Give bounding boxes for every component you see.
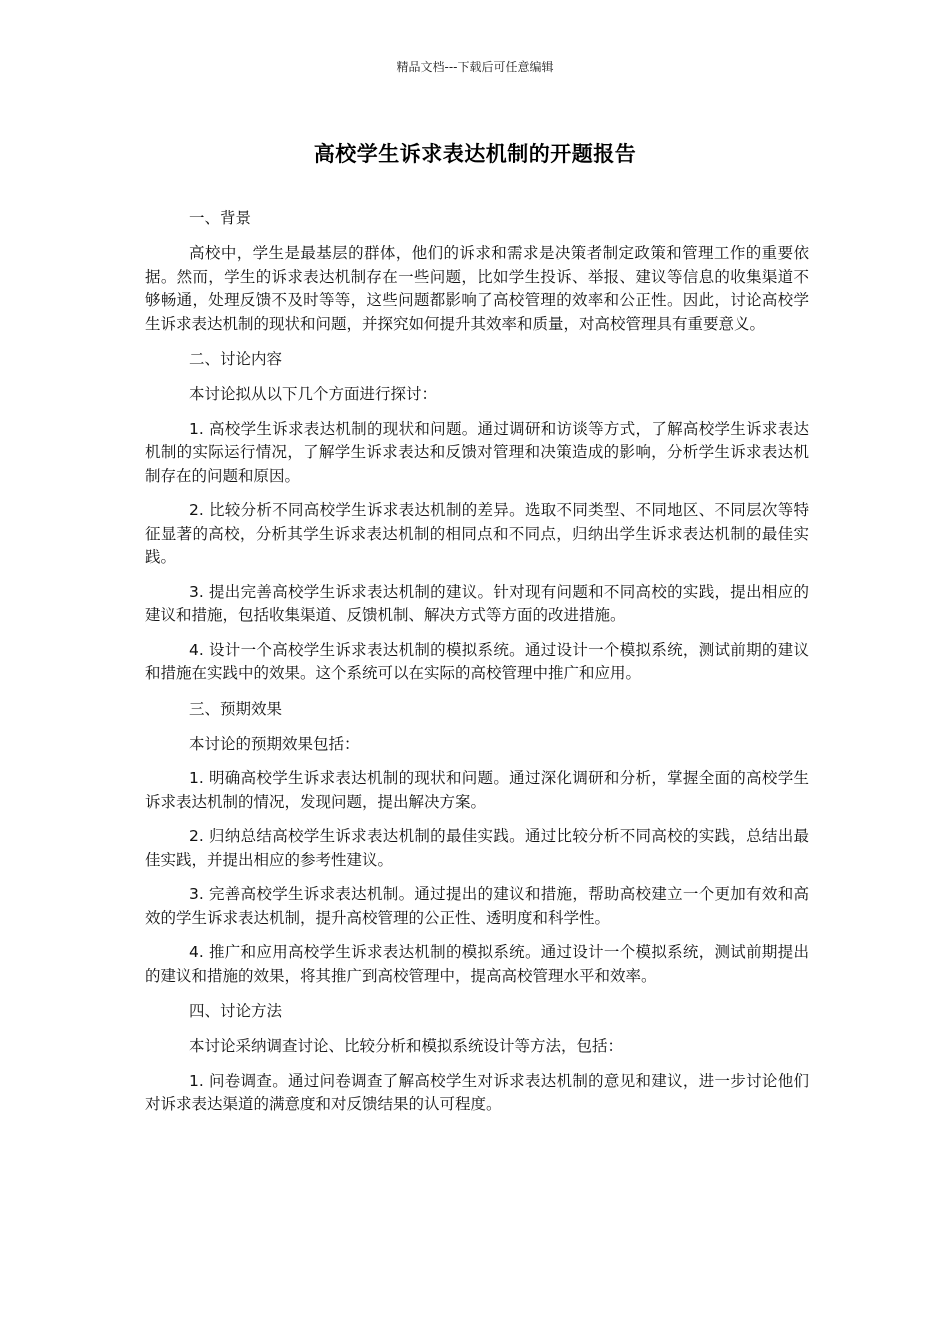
methods-item: 1. 问卷调查。通过问卷调查了解高校学生对诉求表达机制的意见和建议，进一步讨论他们对诉求表达渠道的满意度和对反馈结果的认可程度。	[145, 1071, 809, 1113]
section-heading-content: 二、讨论内容	[189, 350, 283, 368]
document-title: 高校学生诉求表达机制的开题报告	[313, 142, 637, 166]
methods-intro: 本讨论采纳调查讨论、比较分析和模拟系统设计等方法，包括：	[189, 1037, 624, 1055]
document-body	[145, 206, 809, 1128]
section-heading-background: 一、背景	[189, 209, 252, 227]
content-item: 1. 高校学生诉求表达机制的现状和问题。通过调研和访谈等方式，了解高校学生诉求表达机制的实际运行情况，了解学生诉求表达和反馈对管理和决策造成的影响，分析学生诉求表达机制存在的问题和原因。	[145, 419, 809, 485]
content-intro: 本讨论拟从以下几个方面进行探讨：	[189, 385, 438, 403]
effects-item: 1. 明确高校学生诉求表达机制的现状和问题。通过深化调研和分析，掌握全面的高校学生诉求表达机制的情况，发现问题，提出解决方案。	[145, 769, 809, 811]
section-heading-effects: 三、预期效果	[189, 699, 283, 718]
effects-intro: 本讨论的预期效果包括：	[189, 734, 360, 753]
effects-item: 3. 完善高校学生诉求表达机制。通过提出的建议和措施，帮助高校建立一个更加有效和高效的学生诉求表达机制，提升高校管理的公正性、透明度和科学性。	[145, 885, 809, 927]
content-item: 2. 比较分析不同高校学生诉求表达机制的差异。选取不同类型、不同地区、不同层次等特征显著的高校，分析其学生诉求表达机制的相同点和不同点，归纳出学生诉求表达机制的最佳实践。	[145, 501, 809, 566]
section-heading-methods: 四、讨论方法	[189, 1002, 283, 1020]
content-item: 4. 设计一个高校学生诉求表达机制的模拟系统。通过设计一个模拟系统，测试前期的建议和措施在实践中的效果。这个系统可以在实际的高校管理中推广和应用。	[145, 640, 809, 682]
background-paragraph: 高校中，学生是最基层的群体，他们的诉求和需求是决策者制定政策和管理工作的重要依据。然而，学生的诉求表达机制存在一些问题，比如学生投诉、举报、建议等信息的收集渠道不够畅通，处理反馈不及时等等，这些问题都影响了高校管理的效率和公正性。因此，讨论高校学生诉求表达机制的现状和问题，并探究如何提升其效率和质量，对高校管理具有重要意义。	[145, 244, 809, 333]
content-item: 3. 提出完善高校学生诉求表达机制的建议。针对现有问题和不同高校的实践，提出相应的建议和措施，包括收集渠道、反馈机制、解决方式等方面的改进措施。	[145, 582, 809, 624]
effects-item: 2. 归纳总结高校学生诉求表达机制的最佳实践。通过比较分析不同高校的实践，总结出最佳实践，并提出相应的参考性建议。	[145, 827, 809, 869]
effects-item: 4. 推广和应用高校学生诉求表达机制的模拟系统。通过设计一个模拟系统，测试前期提出的建议和措施的效果，将其推广到高校管理中，提高高校管理水平和效率。	[145, 943, 809, 985]
header-note: 精品文档---下载后可任意编辑	[396, 60, 554, 74]
